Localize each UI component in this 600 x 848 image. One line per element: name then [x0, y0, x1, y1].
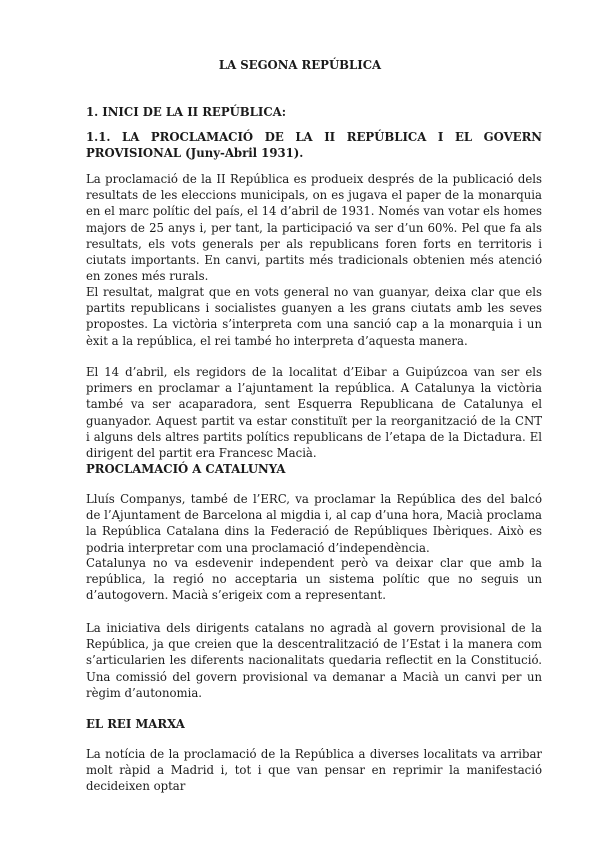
- document-title: LA SEGONA REPÚBLICA: [218, 58, 382, 72]
- catalunya-heading: PROCLAMACIÓ A CATALUNYA: [86, 462, 286, 476]
- rei-heading: EL REI MARXA: [86, 717, 185, 731]
- paragraph-catalunya-1: Lluís Companys, també de l’ERC, va proclamar la República des del balcó de l’Ajuntament de Barcelona al migdia i, al cap d’una hora, Macià proclama la República Catalana dins la Federació de Repúbliques Ibèriques. Això es podria interpretar com una proclamació d’independència.: [86, 492, 542, 555]
- paragraph-catalunya-2: Catalunya no va esdevenir independent però va deixar clar que amb la república, la regió no acceptaria un sistema polític que no seguis un d’autogovern. Macià s’erigeix com a representant.: [86, 556, 542, 603]
- paragraph-rei-1: La notícia de la proclamació de la República a diverses localitats va arribar molt ràpid a Madrid i, tot i que van pensar en reprimir la manifestació decideixen optar: [86, 747, 542, 794]
- section-heading: 1. INICI DE LA II REPÚBLICA:: [86, 105, 287, 119]
- paragraph-intro-2: El resultat, malgrat que en vots general no van guanyar, deixa clar que els partits republicans i socialistes guanyen a les grans ciutats amb les seves propostes. La victòria s’interpreta com una sanció cap a la monarquia i un èxit a la república, el rei també ho interpreta d’aquesta manera.: [86, 285, 542, 348]
- paragraph-intro-3: El 14 d’abril, els regidors de la localitat d’Eibar a Guipúzcoa van ser els primers en proclamar a l’ajuntament la república. A Catalunya la victòria també va ser acaparadora, sent Esquerra Republicana de Catalunya el guanyador. Aquest partit va estar constituït per la reorganització de la CNT i alguns dels altres partits polítics republicans de l’etapa de la Dictadura. El dirigent del partit era Francesc Macià.: [86, 365, 542, 461]
- paragraph-intro-1: La proclamació de la II República es produeix després de la publicació dels resultats de les eleccions municipals, on es jugava el paper de la monarquia en el marc polític del país, el 14 d’abril de 1931. Només van votar els homes majors de 25 anys i, per tant, la participació va ser d’un 60%. Pel que fa als resultats, els vots generals per als republicans foren forts en territoris i ciutats importants. En canvi, partits més tradicionals obtenien més atenció en zones més rurals.: [86, 172, 542, 284]
- subsection-heading: 1.1. LA PROCLAMACIÓ DE LA II REPÚBLICA I EL GOVERN PROVISIONAL (Juny-Abril 1931).: [86, 130, 542, 161]
- paragraph-catalunya-3: La iniciativa dels dirigents catalans no agradà al govern provisional de la República, ja que creien que la descentralització de l’Estat i la manera com s’articularien les diferents nacionalitats quedaria reflectit en la Constitució. Una comissió del govern provisional va demanar a Macià un canvi per un règim d’autonomia.: [86, 621, 542, 700]
